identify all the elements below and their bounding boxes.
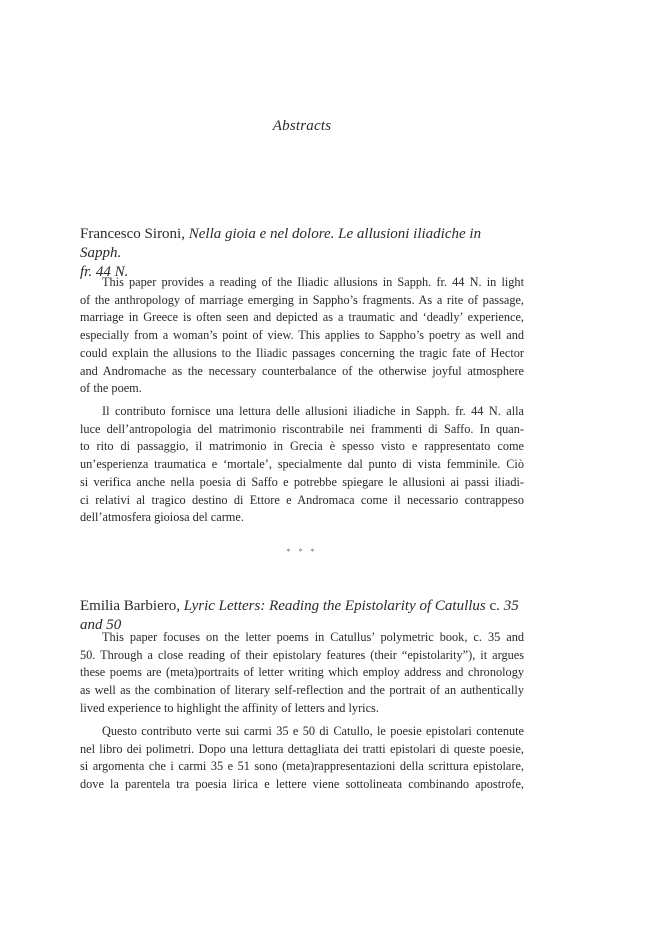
text-line: This paper focuses on the letter poems in Catullus’ polymetric book, c. 35 and [102, 630, 524, 644]
text-line: ci relativi al tragico destino di Ettore e Andromaca come il necessario contrappeso [80, 492, 524, 507]
text-line: lived experience to highlight the affinity of letters and lyrics. [80, 700, 379, 715]
abstract-english-sironi [80, 274, 524, 398]
article-title: Nella gioia e nel dolore. Le allusioni iliadiche in Sapph. [80, 226, 482, 261]
abstract-english-barbiero [80, 629, 524, 718]
text-line: especially from a woman’s point of view. This applies to Sappho’s poetry as well and [80, 328, 524, 343]
text-line: to rito di passaggio, il matrimonio in Grecia è spesso visto e rappresentato come [80, 439, 524, 454]
abstract-italian-sironi [80, 403, 524, 527]
text-line: dove la parentela tra poesia lirica e lettere viene sottolineata combinando apostrofe, [80, 777, 524, 792]
text-line: nel libro dei polimetri. Dopo una lettura dettagliata dei tratti epistolari di queste poesie, [80, 741, 524, 756]
article-title: Lyric Letters: Reading the Epistolarity of Catullus [183, 598, 486, 614]
author-name: Francesco Sironi, [80, 226, 189, 242]
text-line: Il contributo fornisce una lettura delle allusioni iliadiche in Sapph. fr. 44 N. alla [102, 404, 524, 418]
text-line: si verifica anche nella poesia di Saffo e potrebbe spiegare le allusioni ai passi iliadi- [80, 474, 524, 489]
text-line: as well as the combination of literary self-reflection and the portrait of an authentically [80, 683, 524, 698]
text-line: 50. Through a close reading of their epistolary features (their “epistolarity”), it argues [80, 647, 524, 662]
article-title-end: 35 and 50 [80, 598, 519, 633]
text-line: of the poem. [80, 381, 142, 396]
text-line: luce dell’antropologia del matrimonio riscontrabile nei frammenti di Saffo. In quan- [80, 421, 524, 436]
text-line: of the anthropology of marriage emerging in Sappho’s fragments. As a rite of passage, [80, 292, 524, 307]
text-line: un’esperienza traumatica e ‘mortale’, specialmente dal punto di vista femminile. Ciò [80, 457, 524, 472]
text-line: could explain the allusions to the Iliadic passages concerning the tragic fate of Hector [80, 345, 524, 360]
author-name: Emilia Barbiero, [80, 598, 184, 614]
section-divider: * * * [286, 547, 318, 556]
abstract-italian-barbiero [80, 723, 524, 794]
text-line: and Andromache as the necessary counterbalance of the otherwise joyful atmosphere [80, 363, 524, 378]
text-line: these poems are (meta)portraits of letter writing which employ address and chronology [80, 665, 524, 680]
text-line: This paper provides a reading of the Iliadic allusions in Sapph. fr. 44 N. in light [102, 275, 524, 289]
article-title-plain: c. [485, 598, 504, 614]
text-line: dell’atmosfera gioiosa del carme. [80, 510, 244, 525]
text-line: Questo contributo verte sui carmi 35 e 50 di Catullo, le poesie epistolari contenute [102, 724, 524, 738]
article-title-continued: fr. 44 N. [80, 264, 129, 280]
page-title: Abstracts [272, 118, 332, 134]
text-line: si argomenta che i carmi 35 e 51 sono (meta)rappresentazioni della scrittura epistolare, [80, 759, 524, 774]
text-line: marriage in Greece is often seen and depicted as a traumatic and ‘deadly’ experience, [80, 310, 524, 325]
